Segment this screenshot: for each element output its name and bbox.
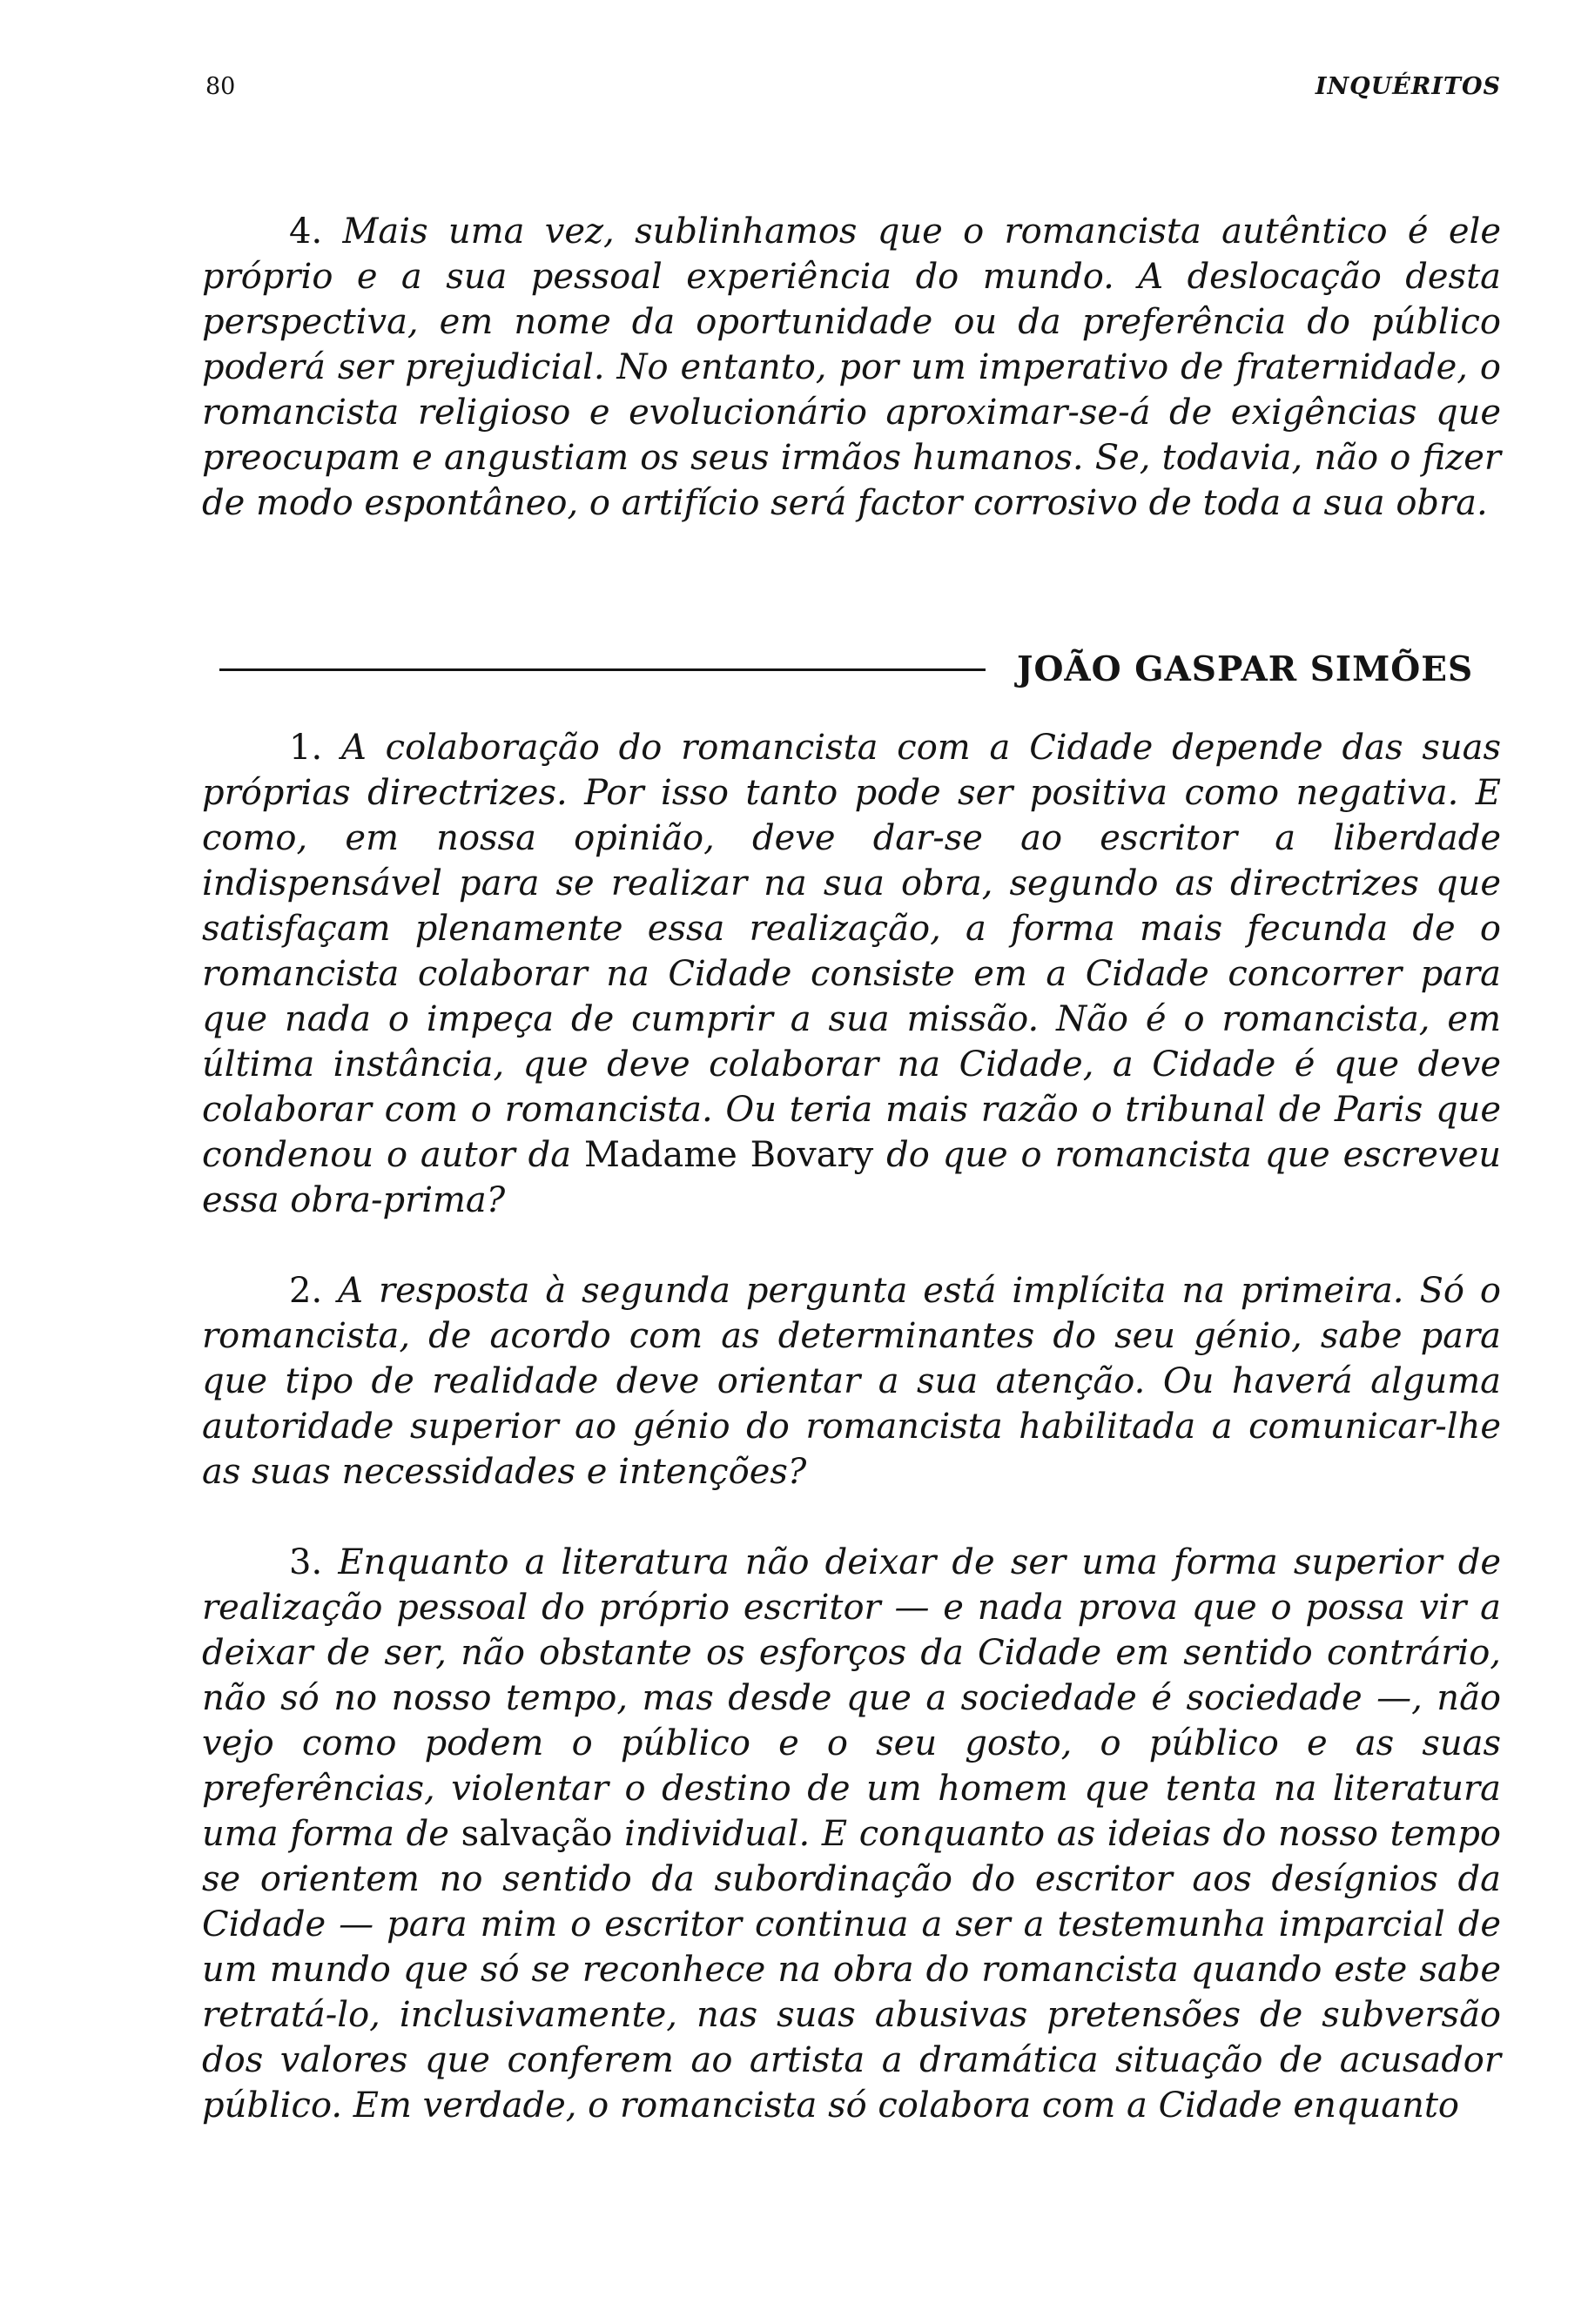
running-title: INQUÉRITOS [1315, 73, 1501, 100]
running-header [202, 61, 1501, 113]
paragraph-1 [202, 725, 1501, 1223]
paragraph-number: 3. [289, 1542, 323, 1582]
page-number: 80 [205, 73, 236, 100]
paragraph-number: 4. [289, 212, 323, 252]
paragraph-text: Mais uma vez, sublinhamos que o romancista autêntico é ele próprio e a sua pessoal experiência do mundo. A deslocação desta perspectiva, em nome da oportunidade ou da preferência do público poderá ser prejudicial. No entanto, por um imperativo de fraternidade, o romancista religioso e evolucionário aproximar-se-á de exigências que preocupam e angustiam os seus irmãos humanos. Se, todavia, não o fizer de modo espontâneo, o artifício será factor corrosivo de toda a sua obra. [202, 212, 1501, 523]
paragraph-text: A resposta à segunda pergunta está implícita na primeira. Só o romancista, de acordo com as determinantes do seu génio, sabe para que tipo de realidade deve orientar a sua atenção. Ou haverá alguma autoridade superior ao génio do romancista habilitada a comunicar-lhe as suas necessidades e intenções? [202, 1271, 1501, 1492]
author-name: JOÃO GASPAR SIMÕES [1017, 649, 1474, 689]
author-heading [202, 643, 1501, 695]
paragraph-2 [202, 1268, 1501, 1494]
paragraph-number: 1. [289, 728, 323, 768]
paragraph-number: 2. [289, 1271, 323, 1311]
paragraph-text: A colaboração do romancista com a Cidade depende das suas próprias directrizes. Por isso tanto pode ser positiva como negativa. E como, em nossa opinião, deve dar-se ao escritor a liberdade indispensável para se realizar na sua obra, segundo as directrizes que satisfaçam plenamente essa realização, a forma mais fecunda de o romancista colaborar na Cidade consiste em a Cidade concorrer para que nada o impeça de cumprir a sua missão. Não é o romancista, em última instância, que deve colaborar na Cidade, a Cidade é que deve colaborar com o romancista. Ou teria mais razão o tribunal de Paris que condenou o autor da [202, 728, 1501, 1175]
roman-word: salvação [461, 1814, 613, 1854]
paragraph-text: Enquanto a literatura não deixar de ser uma forma superior de realização pessoal do próprio escritor — e nada prova que o possa vir a deixar de ser, não obstante os esforços da Cidade em sentido contrário, não só no nosso tempo, mas desde que a sociedade é sociedade —, não vejo como podem o público e o seu gosto, o público e as suas preferências, violentar o destino de um homem que tenta na literatura uma forma de [202, 1542, 1501, 1854]
book-page [202, 61, 1501, 2128]
book-title-roman: Madame Bovary [583, 1135, 874, 1175]
paragraph-text-continued: individual. E conquanto as ideias do nosso tempo se orientem no sentido da subordinação do escritor aos desígnios da Cidade — para mim o escritor continua a ser a testemunha imparcial de um mundo que só se reconhece na obra do romancista quando este sabe retratá-lo, inclusivamente, nas suas abusivas pretensões de subversão dos valores que conferem ao artista a dramática situação de acusador público. Em verdade, o romancista só colabora com a Cidade enquanto [202, 1814, 1502, 2126]
paragraph-4-previous-author [202, 209, 1501, 526]
paragraph-3 [202, 1540, 1501, 2128]
paragraph-text-continued: do que o romancista que escreveu essa obra-prima? [202, 1135, 1501, 1220]
author-rule-divider [219, 668, 986, 671]
